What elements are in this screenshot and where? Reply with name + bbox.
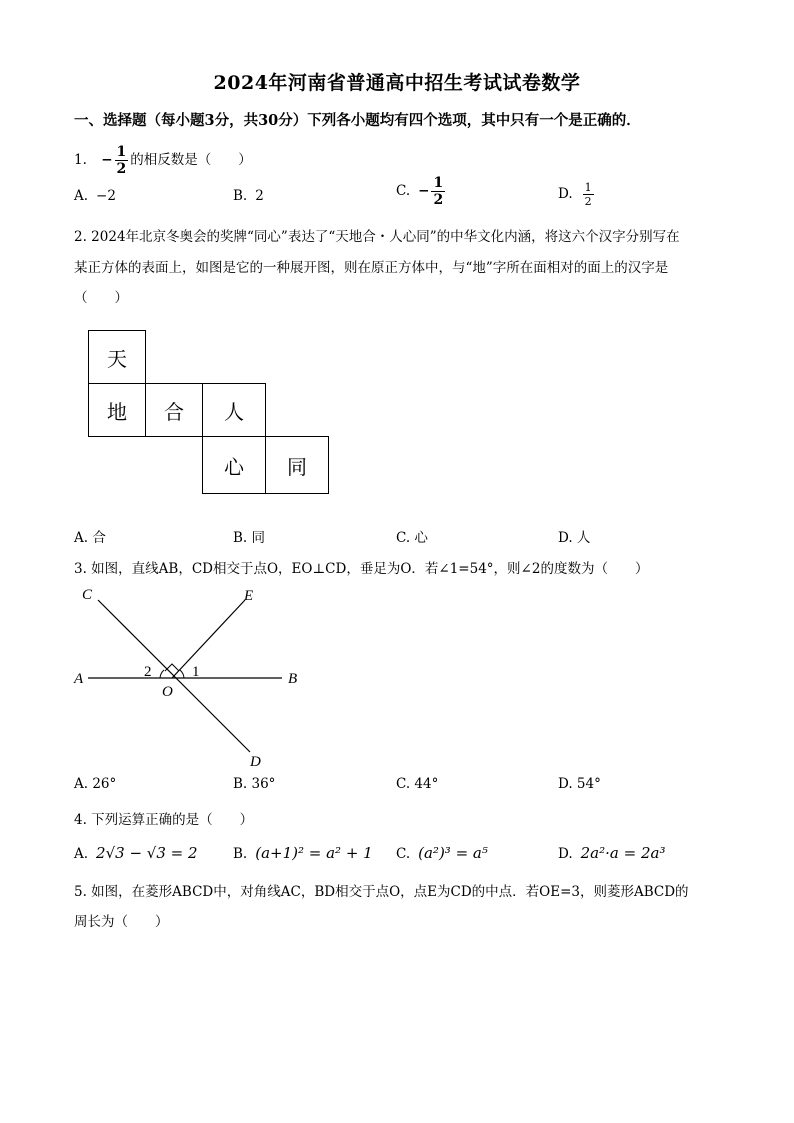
- frac-num: 1: [584, 181, 592, 194]
- label-d: D: [250, 754, 261, 770]
- q2-option-d[interactable]: D. 人: [558, 530, 591, 546]
- label-c: C: [82, 587, 93, 603]
- option-letter: C.: [396, 846, 411, 862]
- option-text: −2: [96, 188, 116, 204]
- option-letter: B.: [233, 188, 248, 204]
- q1-fraction: [115, 145, 129, 176]
- q3-option-c[interactable]: C. 44°: [396, 776, 439, 792]
- q1-stem-rest: 的相反数是（ ）: [130, 152, 252, 168]
- option-letter: D.: [558, 846, 573, 862]
- net-cell-ren: 人: [202, 383, 266, 437]
- q4-option-b[interactable]: [233, 844, 373, 862]
- net-cell-he: 合: [145, 383, 203, 437]
- option-expression: (a²)³ = a⁵: [418, 844, 488, 862]
- question-2-line-3: （ ）: [74, 290, 128, 306]
- q2-option-b[interactable]: B. 同: [233, 530, 266, 546]
- right-angle-mark: [165, 664, 179, 671]
- angle-2-arc: [160, 670, 164, 678]
- q1-option-a[interactable]: [74, 188, 116, 204]
- q3-option-d[interactable]: D. 54°: [558, 776, 601, 792]
- option-letter: A.: [74, 188, 89, 204]
- q2-option-a[interactable]: A. 合: [74, 530, 106, 546]
- net-cell-xin: 心: [202, 436, 266, 494]
- q2-option-c[interactable]: C. 心: [396, 530, 428, 546]
- q1-frac-den: 2: [116, 161, 127, 177]
- ray-oe: [172, 600, 245, 678]
- option-letter: C.: [396, 183, 411, 199]
- question-5-line-2: 周长为（ ）: [74, 914, 169, 930]
- q4-option-a[interactable]: [74, 844, 198, 862]
- q1-number: 1.: [74, 152, 87, 168]
- option-letter: D.: [558, 186, 573, 202]
- option-expression: 2a²·a = 2a³: [580, 844, 666, 862]
- question-4-stem: 4. 下列运算正确的是（ ）: [74, 812, 254, 828]
- label-a: A: [74, 671, 84, 687]
- option-expression: (a+1)² = a² + 1: [255, 844, 373, 862]
- net-cell-di: 地: [88, 383, 146, 437]
- intersecting-lines-figure: [70, 580, 330, 770]
- frac-den: 2: [584, 195, 592, 208]
- frac-den: 2: [433, 192, 444, 208]
- question-2-line-2: 某正方体的表面上，如图是它的一种展开图，则在原正方体中，与“地”字所在面相对的面上的汉字是: [74, 260, 669, 276]
- q1-option-b[interactable]: [233, 188, 264, 204]
- label-o: O: [162, 684, 173, 700]
- net-cell-tong: 同: [265, 436, 329, 494]
- q4-option-d[interactable]: [558, 844, 665, 862]
- question-1-stem: [74, 145, 252, 176]
- net-cell-tian: 天: [88, 330, 146, 384]
- page-title: 2024年河南省普通高中招生考试试卷数学: [213, 72, 581, 94]
- label-e: E: [244, 588, 254, 604]
- frac-num: 1: [433, 175, 444, 191]
- label-b: B: [288, 671, 298, 687]
- angle-1-arc: [180, 670, 184, 678]
- option-fraction: [583, 182, 594, 207]
- option-text: 2: [255, 188, 264, 204]
- q3-option-a[interactable]: A. 26°: [74, 776, 117, 792]
- option-fraction: [431, 176, 445, 207]
- question-5-line-1: 5. 如图，在菱形ABCD中，对角线AC，BD相交于点O，点E为CD的中点．若OE=3，则菱形ABCD的: [74, 884, 689, 900]
- label-angle-2: 2: [144, 664, 152, 680]
- option-minus: −: [418, 183, 430, 199]
- q3-option-b[interactable]: B. 36°: [233, 776, 276, 792]
- option-letter: B.: [233, 846, 248, 862]
- q1-option-d[interactable]: [558, 182, 596, 207]
- option-expression: 2√3 − √3 = 2: [96, 844, 198, 862]
- q1-frac-num: 1: [116, 144, 127, 160]
- option-letter: A.: [74, 846, 89, 862]
- question-3-stem: 3. 如图，直线AB，CD相交于点O，EO⊥CD，垂足为O．若∠1=54°，则∠2的度数为（ ）: [74, 561, 649, 577]
- q4-option-c[interactable]: [396, 844, 488, 862]
- section-heading: 一、选择题（每小题3分，共30分）下列各小题均有四个选项，其中只有一个是正确的．: [74, 112, 641, 129]
- question-2-line-1: 2. 2024年北京冬奥会的奖牌“同心”表达了“天地合・人心同”的中华文化内涵，将这六个汉字分别写在: [74, 229, 680, 245]
- label-angle-1: 1: [192, 664, 200, 680]
- q1-option-c[interactable]: [396, 176, 447, 207]
- q1-minus: −: [101, 152, 113, 168]
